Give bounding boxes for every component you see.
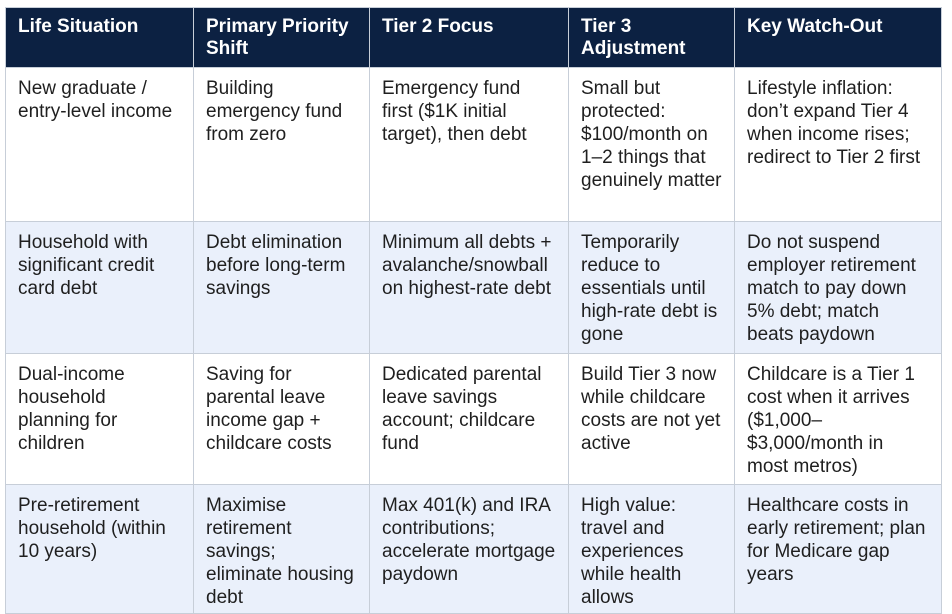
header-tier-3-adjustment: Tier 3 Adjustment [569,8,735,68]
header-primary-priority-shift: Primary Priority Shift [194,8,370,68]
table-row [6,222,942,354]
cell-key-watch-out: Healthcare costs in early retirement; plan for Medicare gap years [735,485,942,614]
life-situation-table [5,7,942,614]
cell-primary-priority-shift: Saving for parental leave income gap + childcare costs [194,354,370,485]
cell-tier-3-adjustment: Small but protected: $100/month on 1–2 things that genuinely matter [569,68,735,222]
table-row [6,485,942,614]
table-container [5,7,942,614]
cell-key-watch-out: Do not suspend employer retirement match to pay down 5% debt; match beats paydown [735,222,942,354]
cell-life-situation: Pre-retirement household (within 10 years) [6,485,194,614]
cell-tier-3-adjustment: Temporarily reduce to essentials until high-rate debt is gone [569,222,735,354]
table-row [6,68,942,222]
header-tier-2-focus: Tier 2 Focus [370,8,569,68]
cell-key-watch-out: Lifestyle inflation: don’t expand Tier 4 when income rises; redirect to Tier 2 first [735,68,942,222]
cell-tier-2-focus: Emergency fund first ($1K initial target), then debt [370,68,569,222]
table-header-row [6,8,942,68]
header-life-situation: Life Situation [6,8,194,68]
cell-tier-3-adjustment: High value: travel and experiences while health allows [569,485,735,614]
cell-life-situation: Household with significant credit card debt [6,222,194,354]
cell-primary-priority-shift: Maximise retirement savings; eliminate housing debt [194,485,370,614]
cell-life-situation: Dual-income household planning for children [6,354,194,485]
cell-tier-3-adjustment: Build Tier 3 now while childcare costs are not yet active [569,354,735,485]
cell-tier-2-focus: Dedicated parental leave savings account; childcare fund [370,354,569,485]
header-key-watch-out: Key Watch-Out [735,8,942,68]
cell-tier-2-focus: Max 401(k) and IRA contributions; accelerate mortgage paydown [370,485,569,614]
table-row [6,354,942,485]
cell-primary-priority-shift: Building emergency fund from zero [194,68,370,222]
cell-life-situation: New graduate / entry-level income [6,68,194,222]
cell-key-watch-out: Childcare is a Tier 1 cost when it arrives ($1,000–$3,000/month in most metros) [735,354,942,485]
cell-primary-priority-shift: Debt elimination before long-term savings [194,222,370,354]
cell-tier-2-focus: Minimum all debts + avalanche/snowball on highest-rate debt [370,222,569,354]
